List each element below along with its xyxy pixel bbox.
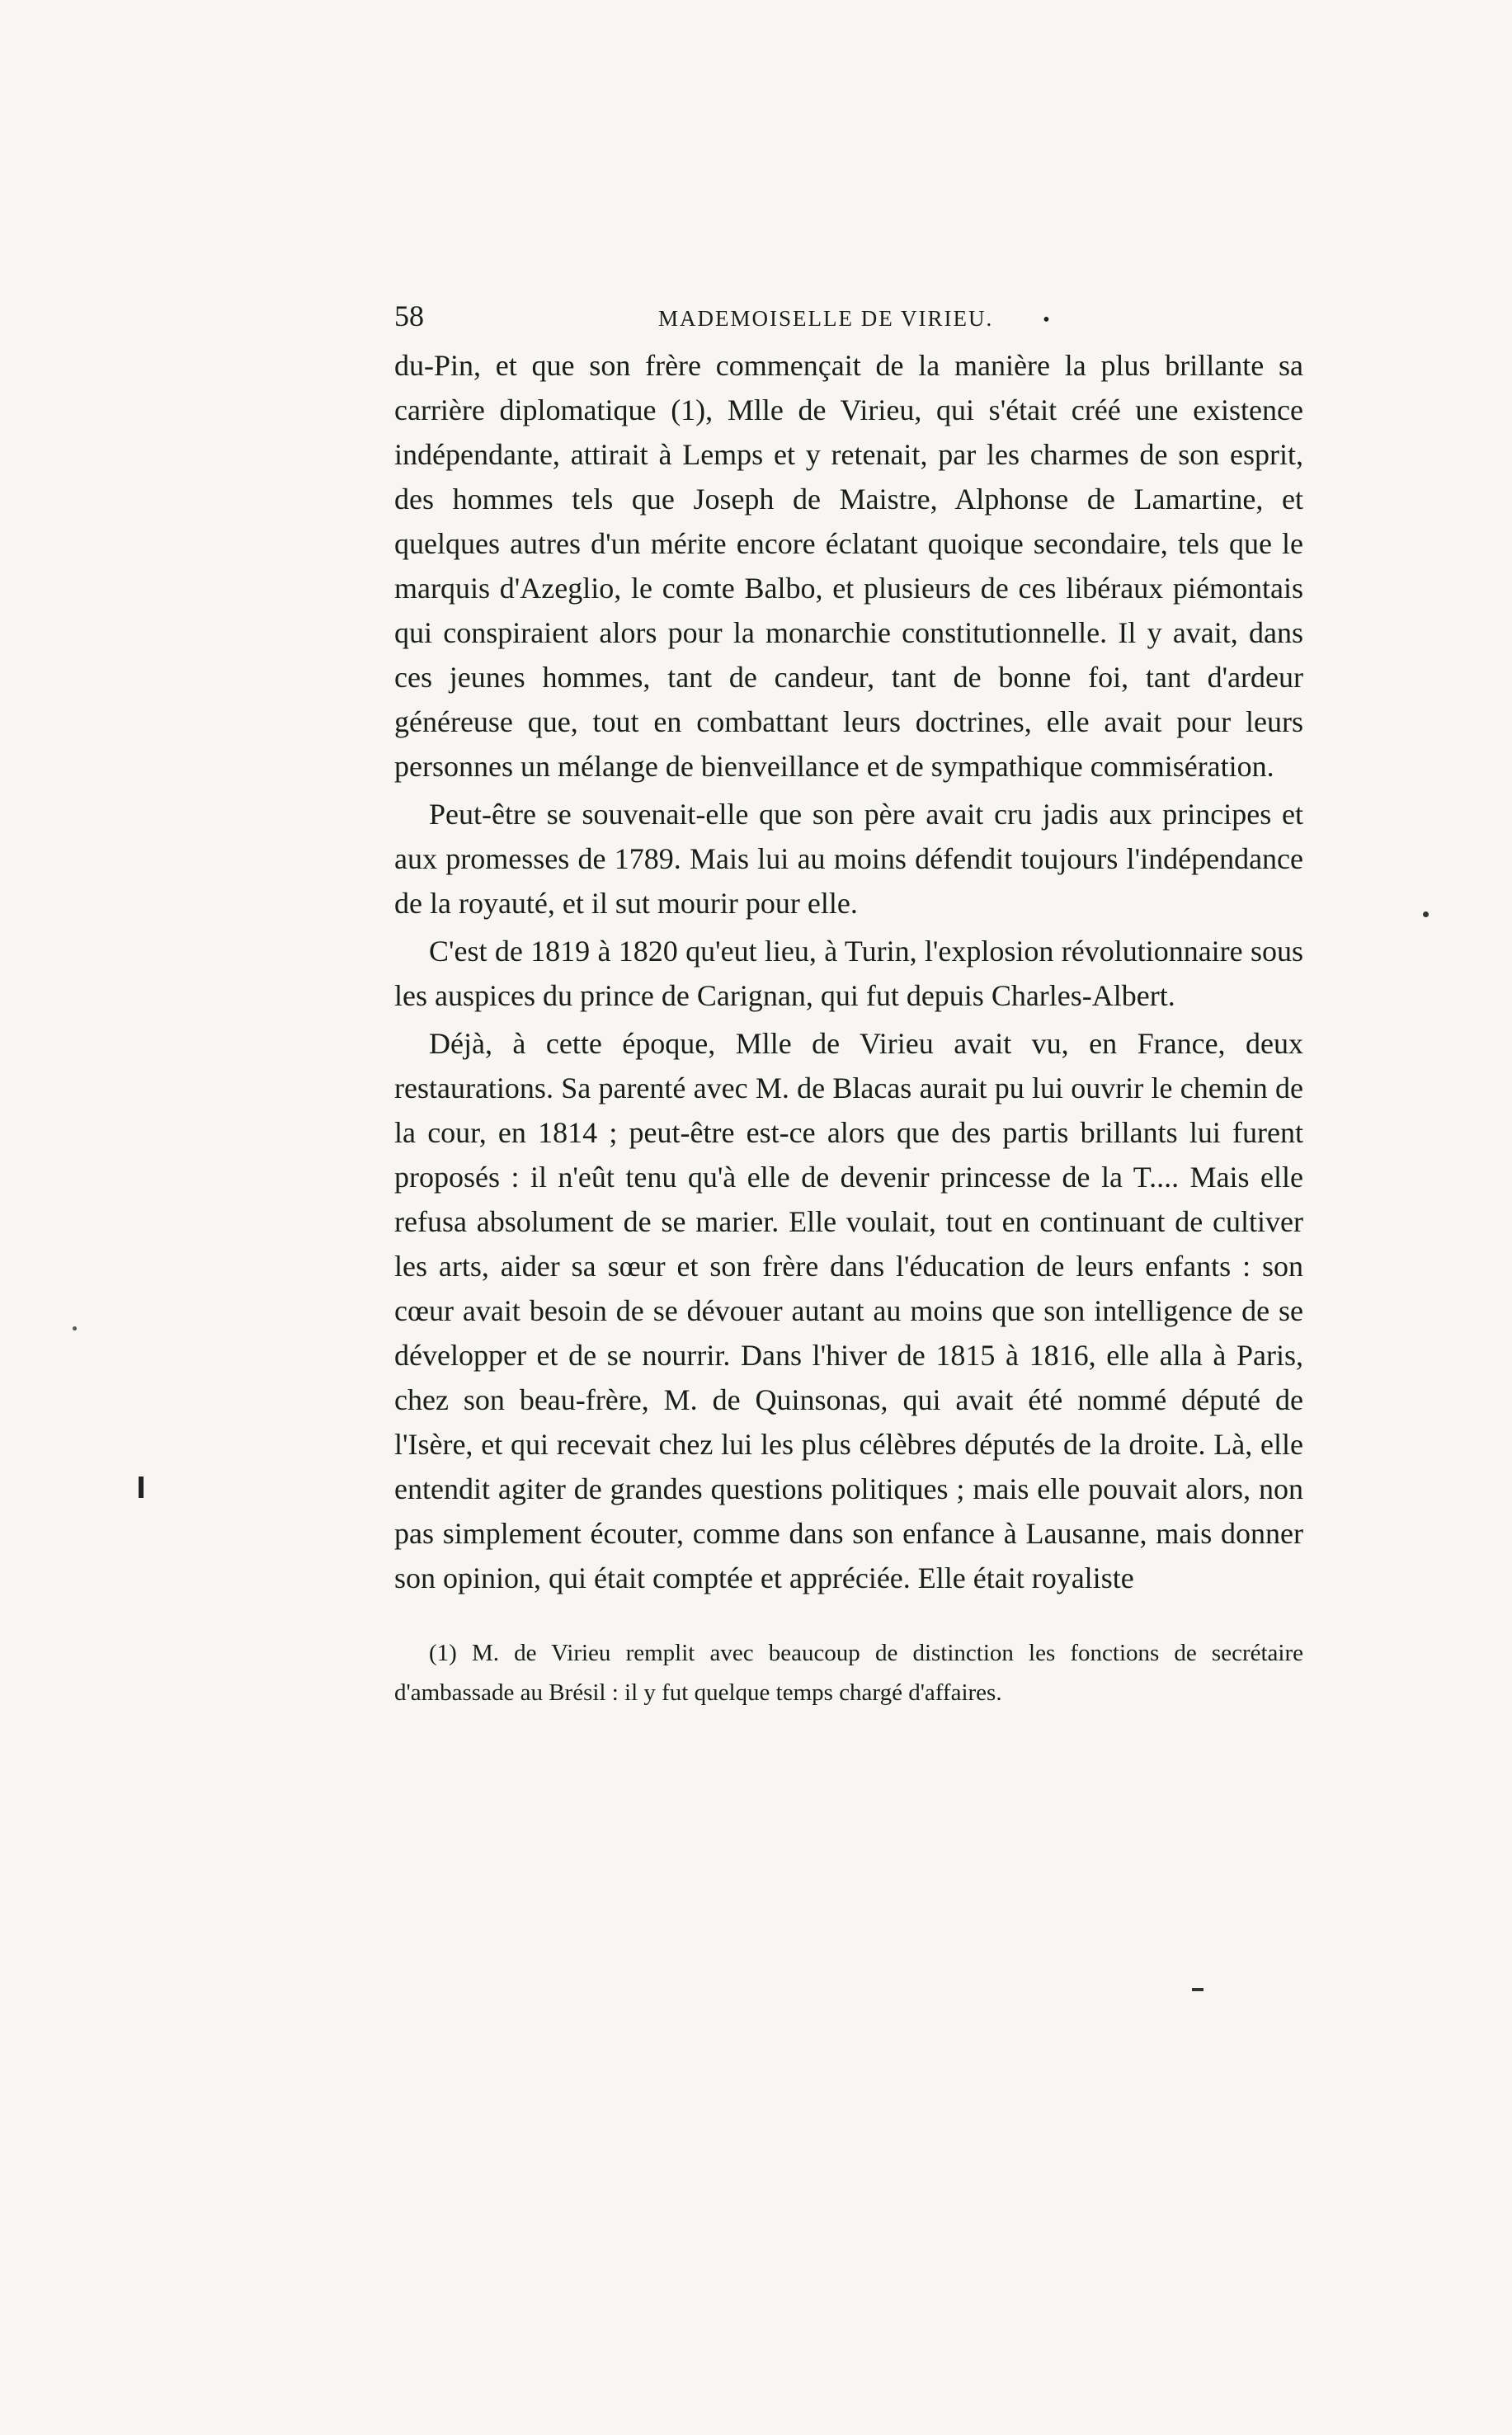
header-ornament: • xyxy=(1043,309,1050,331)
paragraph-2: Peut-être se souvenait-elle que son père avait cru jadis aux principes et aux promesses de 1789. Mais lui au moins défendit toujours l'indépendance de la royauté, et il sut mourir pour elle. xyxy=(394,798,1303,920)
paragraph-1: du-Pin, et que son frère commençait de la manière la plus brillante sa carrière diplomatique (1), Mlle de Virieu, qui s'était créé une existence indépendante, attirait à Lemps et y retenait, par les charmes de son esprit, des hommes tels que Joseph de Maistre, Alphonse de Lamartine, et quelques autres d'un mérite encore éclatant quoique secondaire, tels que le marquis d'Azeglio, le comte Balbo, et plusieurs de ces libéraux piémontais qui conspiraient alors pour la monarchie constitutionnelle. Il y avait, dans ces jeunes hommes, tant de candeur, tant de bonne foi, tant d'ardeur généreuse que, tout en combattant leurs doctrines, elle avait pour leurs personnes un mélange de bienveillance et de sympathique commisération. xyxy=(394,349,1303,783)
scan-speck xyxy=(1423,911,1429,917)
running-title: MADEMOISELLE DE VIRIEU. xyxy=(658,306,994,331)
page-header xyxy=(394,299,1303,332)
scan-speck xyxy=(73,1326,77,1331)
paragraph-4: Déjà, à cette époque, Mlle de Virieu avait vu, en France, deux restaurations. Sa parenté avec M. de Blacas aurait pu lui ouvrir le chemin de la cour, en 1814 ; peut-être est-ce alors que des partis brillants lui furent proposés : il n'eût tenu qu'à elle de devenir princesse de la T.... Mais elle refusa absolument de se marier. Elle voulait, tout en continuant de cultiver les arts, aider sa sœur et son frère dans l'éducation de leurs enfants : son cœur avait besoin de se dévouer autant au moins que son intelligence de se développer et de se nourrir. Dans l'hiver de 1815 à 1816, elle alla à Paris, chez son beau-frère, M. de Quinsonas, qui avait été nommé député de l'Isère, et qui recevait chez lui les plus célèbres députés de la droite. Là, elle entendit agiter de grandes questions politiques ; mais elle pouvait alors, non pas simplement écouter, comme dans son enfance à Lausanne, mais donner son opinion, qui était comptée et appréciée. Elle était royaliste xyxy=(394,1027,1303,1594)
scan-speck xyxy=(139,1477,144,1498)
body-text xyxy=(394,343,1303,1600)
paragraph-3: C'est de 1819 à 1820 qu'eut lieu, à Turin, l'explosion révolutionnaire sous les auspices du prince de Carignan, qui fut depuis Charles-Albert. xyxy=(394,935,1303,1012)
book-page xyxy=(394,299,1303,1712)
footnote: (1) M. de Virieu remplit avec beaucoup de distinction les fonctions de secrétaire d'ambassade au Brésil : il y fut quelque temps chargé d'affaires. xyxy=(394,1640,1303,1706)
page-number: 58 xyxy=(394,299,424,332)
scan-speck xyxy=(1192,1988,1203,1991)
